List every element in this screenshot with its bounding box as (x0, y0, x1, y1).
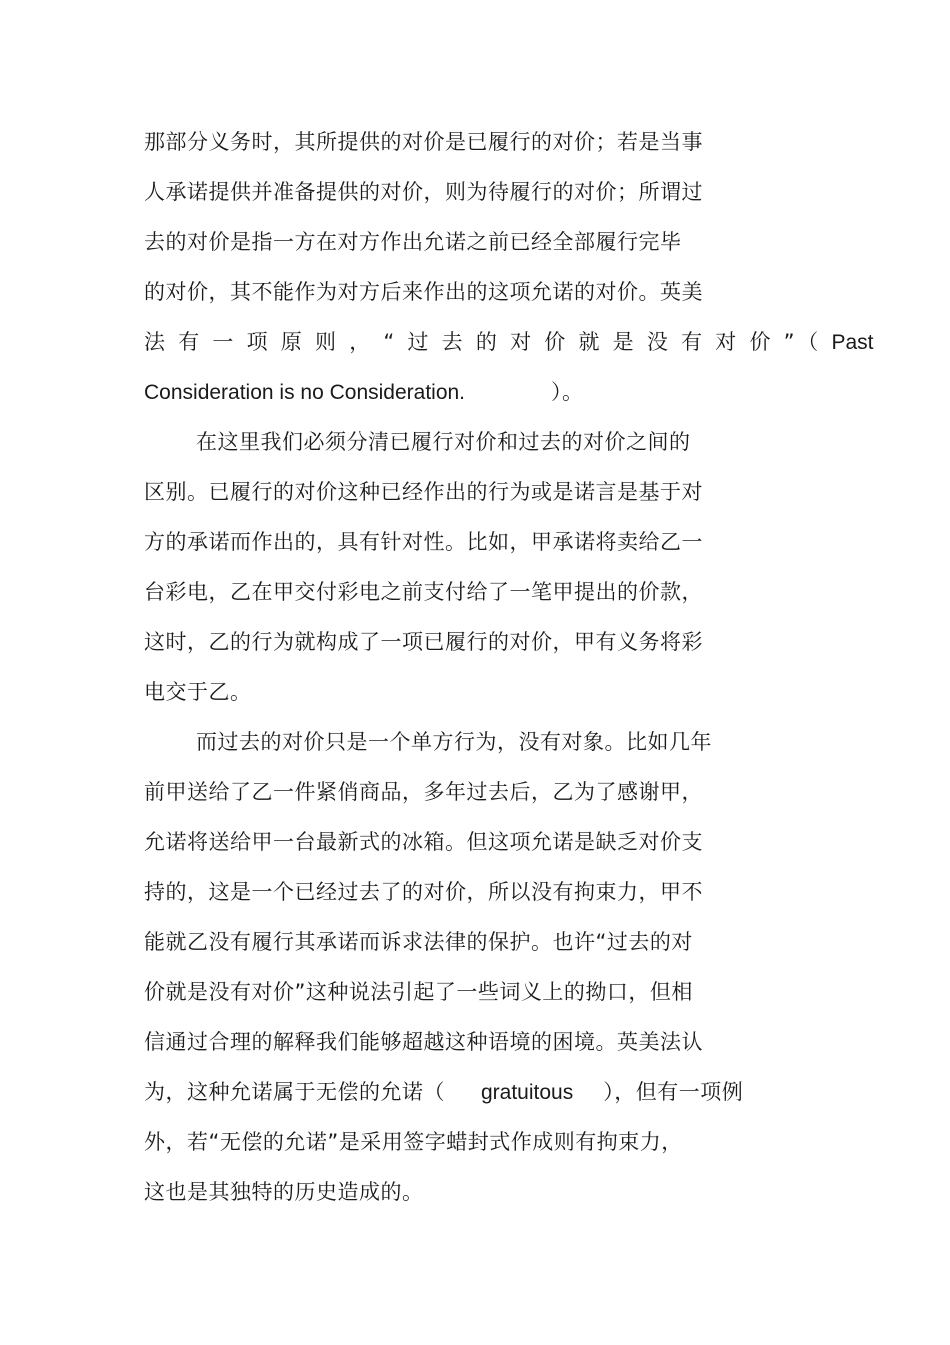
text-line: 那部分义务时，其所提供的对价是已履行的对价；若是当事 (144, 130, 703, 154)
paragraph-first-line: 在这里我们必须分清已履行对价和过去的对价之间的 (196, 430, 691, 454)
text-line: 的对价，其不能作为对方后来作出的这项允诺的对价。英美 (144, 280, 703, 304)
text-segment: 为，这种允诺属于无偿的允诺（ (144, 1080, 445, 1104)
text-line: 区别。已履行的对价这种已经作出的行为或是诺言是基于对 (144, 480, 703, 504)
text-line: 能就乙没有履行其承诺而诉求法律的保护。也许“过去的对 (144, 930, 693, 954)
text-line: 信通过合理的解释我们能够超越这种语境的困境。英美法认 (144, 1030, 703, 1054)
text-segment: 法有一项原则，“过去的对价就是没有对价”（ (144, 330, 832, 354)
text-line (144, 378, 584, 407)
text-segment: ），但有一项例 (603, 1080, 744, 1104)
text-line: 价就是没有对价”这种说法引起了一些词义上的拗口，但相 (144, 980, 693, 1004)
text-line: 这时，乙的行为就构成了一项已履行的对价，甲有义务将彩 (144, 630, 703, 654)
text-segment: ）。 (551, 380, 584, 404)
text-line: 外，若“无偿的允诺”是采用签字蜡封式作成则有拘束力， (144, 1130, 683, 1154)
text-line (144, 1078, 743, 1107)
english-term: Past (831, 331, 874, 354)
text-line: 允诺将送给甲一台最新式的冰箱。但这项允诺是缺乏对价支 (144, 830, 703, 854)
english-term: Consideration is no Consideration. (144, 381, 466, 404)
text-line: 人承诺提供并准备提供的对价，则为待履行的对价；所谓过 (144, 180, 703, 204)
text-line (144, 328, 874, 357)
text-line: 前甲送给了乙一件紧俏商品，多年过去后，乙为了感谢甲， (144, 780, 703, 804)
text-line: 台彩电，乙在甲交付彩电之前支付给了一笔甲提出的价款， (144, 580, 703, 604)
english-term: gratuitous (481, 1081, 574, 1104)
text-line: 去的对价是指一方在对方作出允诺之前已经全部履行完毕 (144, 230, 682, 254)
paragraph-first-line: 而过去的对价只是一个单方行为，没有对象。比如几年 (196, 730, 712, 754)
text-line: 持的，这是一个已经过去了的对价，所以没有拘束力，甲不 (144, 880, 703, 904)
text-line: 这也是其独特的历史造成的。 (144, 1180, 424, 1204)
text-line: 电交于乙。 (144, 680, 252, 704)
text-line: 方的承诺而作出的，具有针对性。比如，甲承诺将卖给乙一 (144, 530, 703, 554)
